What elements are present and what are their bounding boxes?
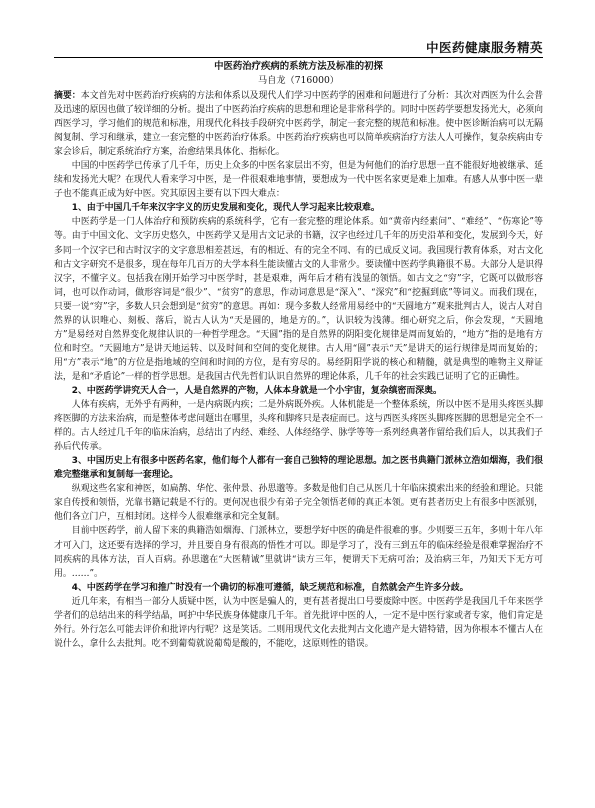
section-heading-1: 1、由于中国几千年来汉字字义的历史发展和变化，现代人学习起来比较艰难。	[71, 203, 380, 214]
section-2-paragraph-1: 人体有疾病，无外乎有两种，一是内病既内疾；二是外病既外疾。人体机能是一个整体系统，所以中医不是用头疼医头脚疼医脚的方法来治病，而是整体考虑问题出在哪里，头疼和脚疼只是表症而已。这与西医头疼医头脚疼医脚的思想是完全不一样的。古人经过几千年的临床治病，总结出了内经、难经、人体经络学、脉学等等一系列经典著作留给我们后人，以其我们子孙后代传承。	[54, 400, 543, 453]
section-4-paragraph-1: 近几年来，有相当一部分人质疑中医，认为中医是骗人的，更有甚者提出口号要废除中医。中医药学是我国几千年来医学学者们的总结出来的科学结晶，呵护中华民族身体健康几千年。首先批评中医的人，一定不是中医行家或者专家，他们肯定是外行。外行怎么可能去评价和批评内行呢？这是笑话。二则用现代文化去批判古文化遗产是大错特错，因为你根本不懂古人在说什么，拿什么去批判。吃不到葡萄就说葡萄是酸的，不能吃，这原则性的错误。	[54, 596, 543, 649]
abstract-paragraph	[54, 89, 543, 159]
article-body	[54, 60, 543, 651]
abstract-label: 摘要：	[54, 91, 81, 101]
section-heading-3: 3、中国历史上有很多中医药名家，他们每个人都有一套自己独特的理论思想。加之医书典籍门派林立浩如烟海，我们很难完整继承和复制每一套理论。	[54, 456, 543, 481]
section-heading-2: 2、中医药学讲究天人合一，人是自然界的产物，人体本身就是一个小宇宙，复杂缜密而深奥。	[71, 385, 442, 396]
section-heading-4: 4、中医药学在学习和推广时没有一个确切的标准可遵循，缺乏规范和标准，自然就会产生许多分歧。	[71, 582, 469, 593]
abstract-text: 本文首先对中医药治疗疾病的方法和体系以及现代人们学习中医药学的困难和问题进行了分析：其次对西医为什么会普及迅速的原因也做了较详细的分析。提出了中医药治疗疾病的思想和理论是非常科学的。同时中医药学要想发扬光大，必须向西医学习，学习他们的规范和标准，用现代化科技手段研究中医药学，制定一套完整的规范和标准。使中医诊断治病可以无隔阂复制、学习和继承，建立一套完整的中医药治疗体系。中医药治疗疾病也可以简单疾病治疗方法人人可操作，复杂疾病由专家会诊后，制定系统治疗方案，治愈结果具体化、指标化。	[54, 91, 544, 158]
section-1-paragraph-1: 中医药学是一门人体治疗和预防疾病的系统科学，它有一套完整的理论体系。如“黄帝内经素问”、“难经”、“伤寒论”等等。由于中国文化、文字历史悠久，中医药学又是用古文记录的书籍，汉字也经过几千年的历史沿革和变化，发展到今天，好多同一个汉字已和古时汉字的文字意思相差甚远，有的相近、有的完全不同、有的已成反义词。我国现行教育体系，对古文化和古文字研究不是很多，现在每年几百万的大学本科生能读懂古文的人非常少。要读懂中医药学典籍很不易。大部分人是识得汉字，不懂字义。包括我在刚开始学习中医学时，甚是艰难，两年后才稍有浅显的领悟。如古文之“穷”字，它既可以做形容词，也可以作动词，做形容词是“很少”、“贫穷”的意思，作动词意思是“深入”、“深究”和“挖掘到底”等词义。而我们现在，只要一说“穷”字，多数人只会想到是“贫穷”的意思。再如：现今多数人经常用易经中的“天圆地方”观来批判古人，说古人对自然界的认识唯心、刻板、落后，说古人认为“天是圆的，地是方的。”，认识较为浅薄。细心研究之后，你会发现，“天圆地方”是易经对自然界变化规律认识的一种哲学理念。“天圆”指的是自然界的阴阳变化规律是周而复始的，“地方”指的是地有方位和时空。“天圆地方”是讲天地运转、以及时间和空间的变化规律。古人用“圆”表示“天”是讲天的运行规律是周而复始的；用“方”表示“地”的方位是指地域的空间和时间的方位，是有穷尽的。易经阴阳学说的核心和精髓，就是典型的唯物主义辩证法，是和“矛盾论”一样的哲学思想。是我国古代先哲们认识自然界的理论体系，几千年的社会实践已证明了它的正确性。	[54, 217, 543, 382]
header-divider	[54, 57, 543, 58]
article-title: 中医药治疗疾病的系统方法及标准的初探	[214, 61, 383, 72]
article-author: 马自龙（716000）	[257, 75, 339, 86]
section-3-paragraph-2: 目前中医药学，前人留下来的典籍浩如烟海、门派林立，要想学好中医的确是件很难的事。少则要三五年，多则十年八年才可入门，这还要有选择的学习，并且要自身有很高的悟性才可以。即是学习了，没有三到五年的临床经验是很难掌握治疗不同疾病的具体方法，百人百病。孙思邈在“大医精诚”里就讲“读方三年，便谓天下无病可治；及治病三年，乃知天下无方可用。……”。	[54, 526, 543, 579]
section-3-paragraph-1: 纵观这些名家和神医，如扁鹊、华佗、张仲景、孙思邈等。多数是他们自己从医几十年临床摸索出来的经验和理论。只能家自传授和领悟，光靠书籍记载是不行的。更何况也很少有弟子完全领悟老师的真正本领。更有甚者历史上有很多中医派别，他们各立门户，互相封闭。这样今人很难继承和完全复制。	[54, 484, 543, 523]
page-header-brand: 中医药健康服务精英	[425, 40, 543, 55]
intro-paragraph: 中国的中医药学已传承了几千年，历史上众多的中医名家层出不穷，但是为何他们的治疗思想一直不能很好地被继承、延续和发扬光大呢？在现代人看来学习中医，是一件很艰难地事情，要想成为一代中医名家更是难上加难。有感人从事中医一辈子也不能真正成为好中医。究其原因主要有以下四大难点：	[54, 161, 543, 200]
